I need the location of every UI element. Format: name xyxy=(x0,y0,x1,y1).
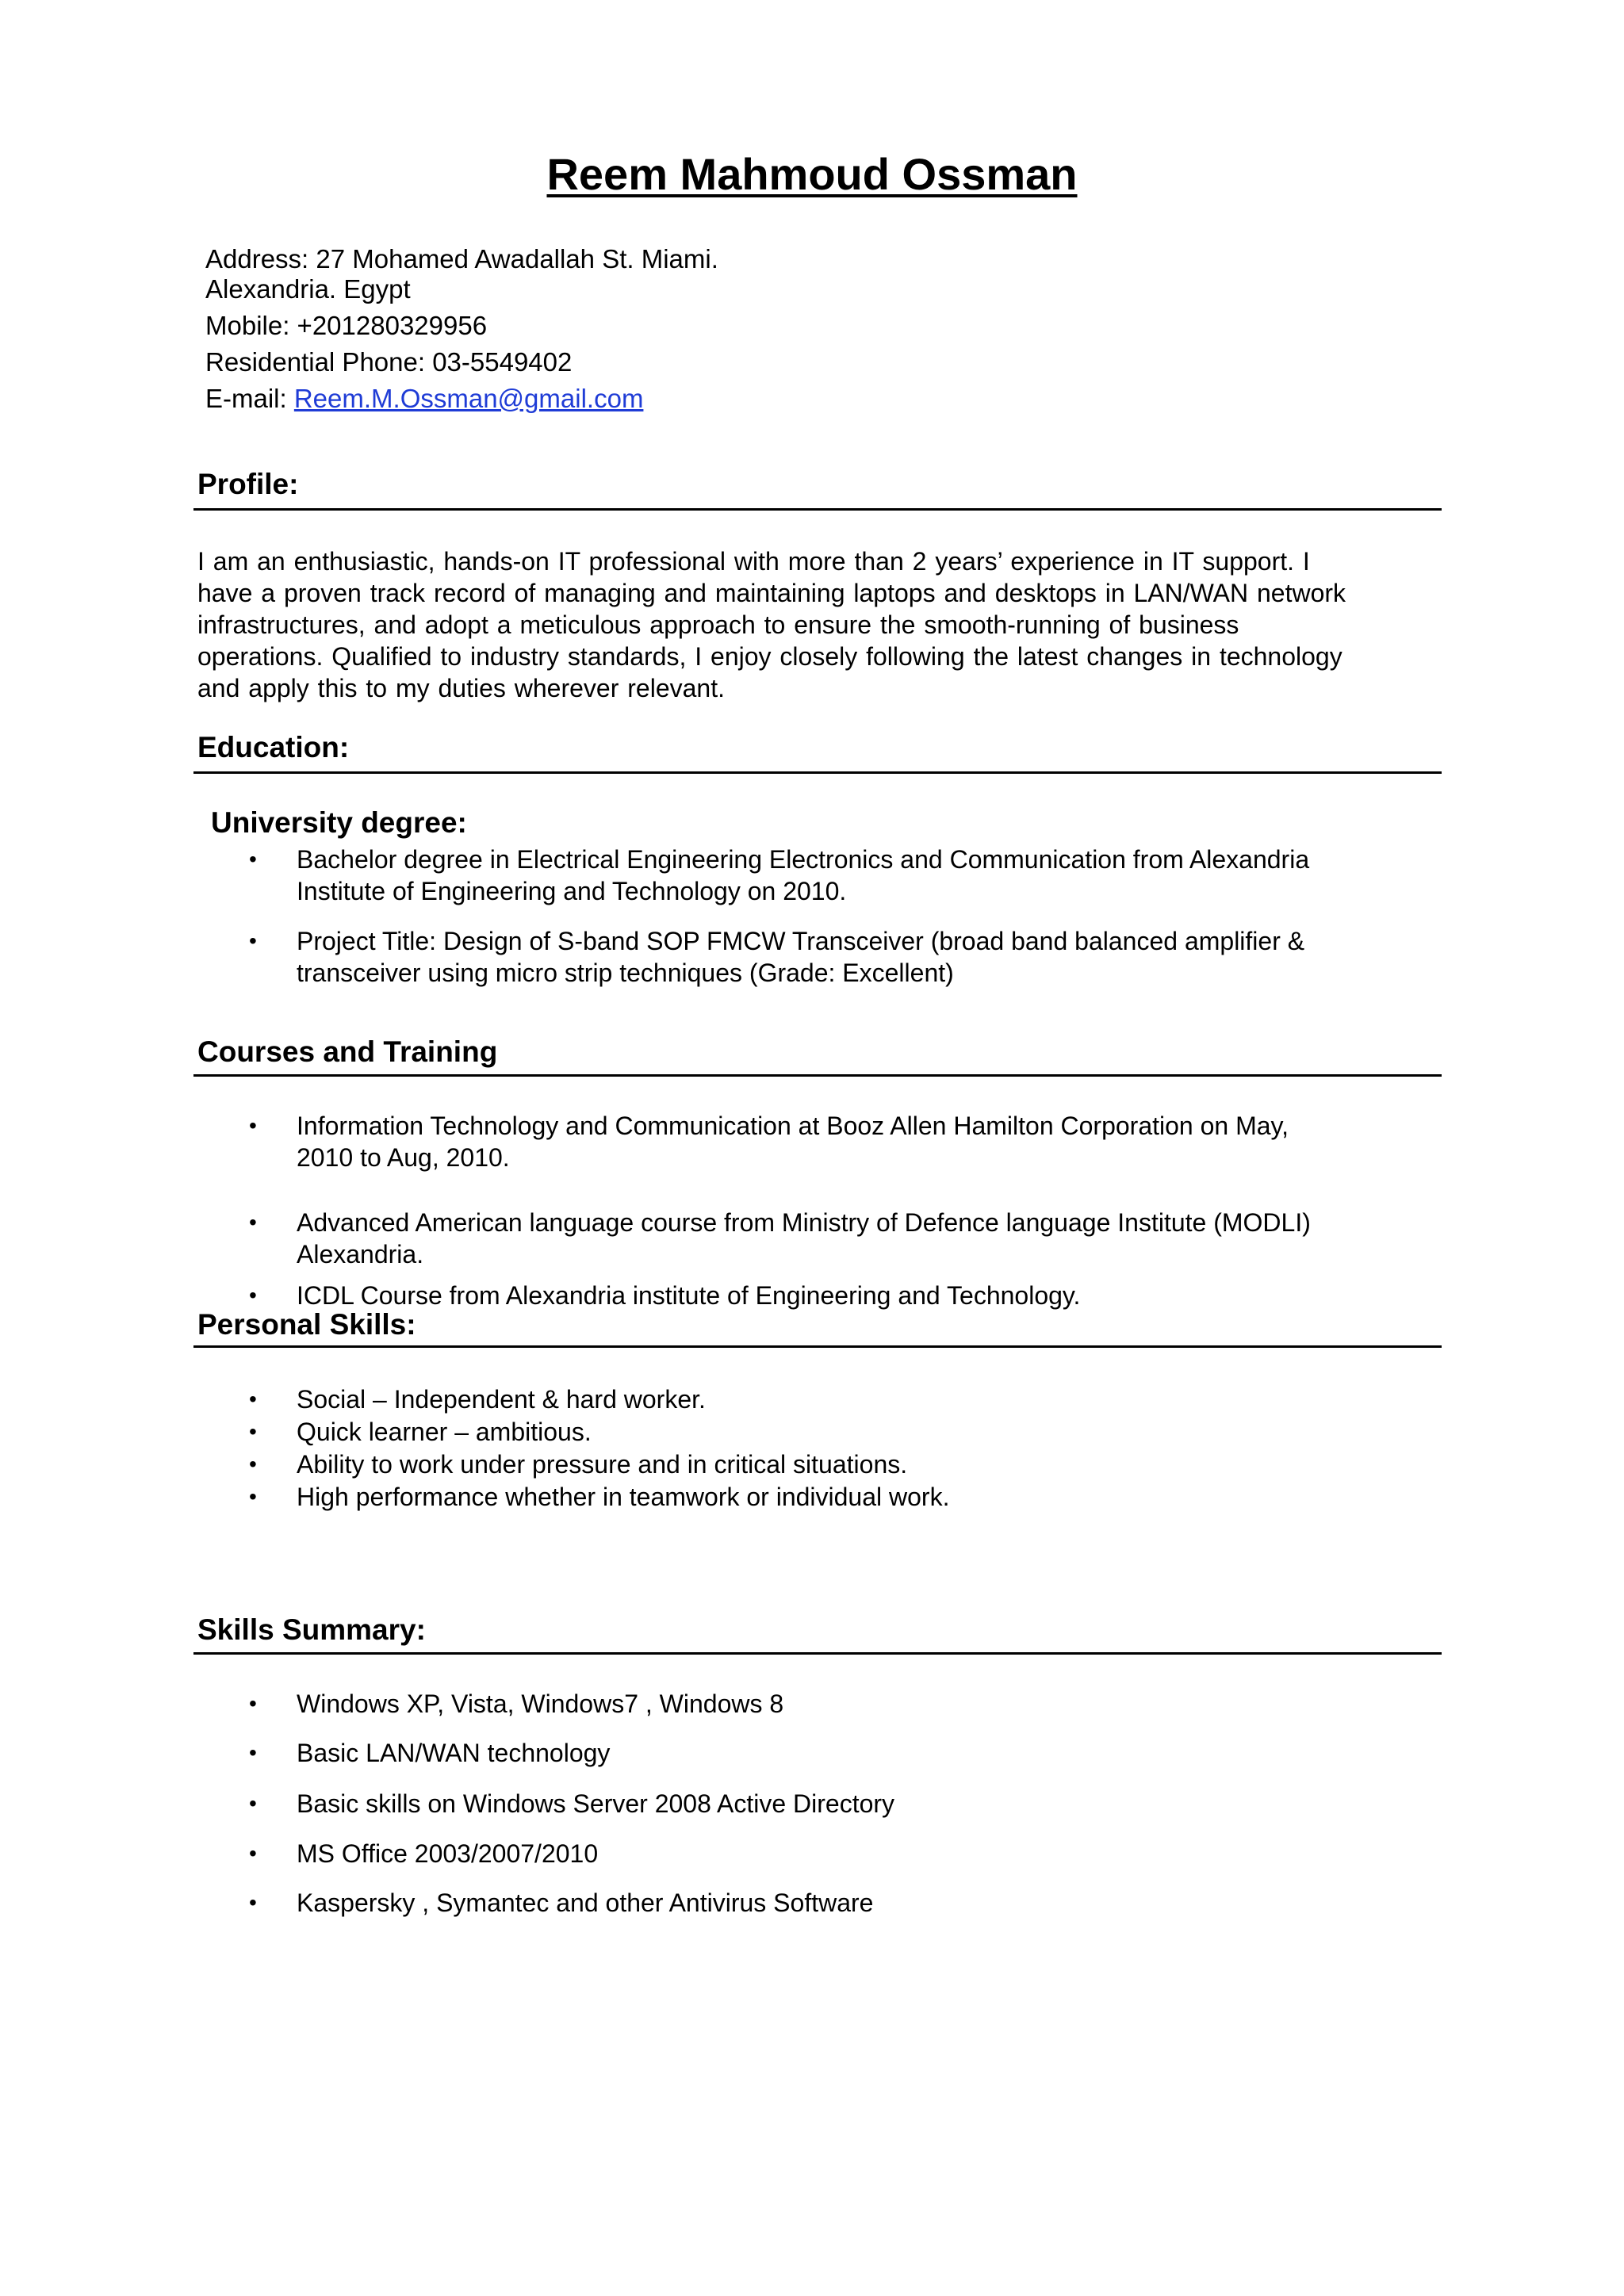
course-item-line: 2010 to Aug, 2010. xyxy=(297,1143,510,1172)
personal-skill: Quick learner – ambitious. xyxy=(297,1418,592,1446)
bullet-icon: • xyxy=(249,1387,257,1411)
profile-heading: Profile: xyxy=(197,468,299,500)
personal-skills-divider xyxy=(193,1345,1442,1348)
bullet-icon: • xyxy=(249,847,257,871)
education-heading: Education: xyxy=(197,731,350,763)
profile-paragraph xyxy=(197,545,1419,704)
personal-skills-heading: Personal Skills: xyxy=(197,1308,416,1341)
bullet-icon: • xyxy=(249,1113,257,1138)
bullet-icon: • xyxy=(249,1890,257,1915)
email-link[interactable]: Reem.M.Ossman@gmail.com xyxy=(293,384,644,413)
profile-divider xyxy=(193,508,1442,511)
education-item-line: Project Title: Design of S-band SOP FMCW Transceiver (broad band balanced amplifier & xyxy=(297,927,1305,955)
mobile-number: Mobile: +201280329956 xyxy=(205,311,488,340)
bullet-icon: • xyxy=(249,1691,257,1716)
personal-skill: High performance whether in teamwork or individual work. xyxy=(297,1483,950,1511)
skills-summary-heading: Skills Summary: xyxy=(197,1613,426,1646)
courses-heading: Courses and Training xyxy=(197,1035,498,1068)
skill-summary-item: Windows XP, Vista, Windows7 , Windows 8 xyxy=(297,1689,784,1718)
personal-skill: Social – Independent & hard worker. xyxy=(297,1385,706,1414)
profile-line: have a proven track record of managing and maintaining laptops and desktops in LAN/WAN network xyxy=(197,579,1346,607)
skills-summary-divider xyxy=(193,1652,1442,1655)
bullet-icon: • xyxy=(249,928,257,953)
email-line xyxy=(205,384,718,414)
profile-line: operations. Qualified to industry standards, I enjoy closely following the latest changes in technology xyxy=(197,642,1342,671)
skill-summary-item: Kaspersky , Symantec and other Antivirus Software xyxy=(297,1888,874,1917)
bullet-icon: • xyxy=(249,1210,257,1234)
bullet-icon: • xyxy=(249,1791,257,1816)
courses-divider xyxy=(193,1074,1442,1077)
profile-line: infrastructures, and adopt a meticulous approach to ensure the smooth-running of business xyxy=(197,610,1239,639)
address-line-2: Alexandria. Egypt xyxy=(205,274,411,304)
education-item-line: Institute of Engineering and Technology on 2010. xyxy=(297,877,847,905)
residential-phone: Residential Phone: 03-5549402 xyxy=(205,347,573,377)
bullet-icon: • xyxy=(249,1283,257,1307)
education-item-line: Bachelor degree in Electrical Engineering Electronics and Communication from Alexandria xyxy=(297,845,1310,874)
candidate-name: Reem Mahmoud Ossman xyxy=(546,149,1078,199)
course-item-line: ICDL Course from Alexandria institute of Engineering and Technology. xyxy=(297,1281,1081,1310)
bullet-icon: • xyxy=(249,1484,257,1509)
profile-line: and apply this to my duties wherever relevant. xyxy=(197,674,725,702)
bullet-icon: • xyxy=(249,1841,257,1866)
university-degree-subheading: University degree: xyxy=(211,806,467,839)
address-line-1: Address: 27 Mohamed Awadallah St. Miami. xyxy=(205,244,718,274)
skill-summary-item: MS Office 2003/2007/2010 xyxy=(297,1839,599,1868)
bullet-icon: • xyxy=(249,1419,257,1444)
skill-summary-item: Basic LAN/WAN technology xyxy=(297,1739,611,1767)
course-item-line: Advanced American language course from Ministry of Defence language Institute (MODLI) xyxy=(297,1208,1311,1237)
education-item-line: transceiver using micro strip techniques (Grade: Excellent) xyxy=(297,959,954,987)
bullet-icon: • xyxy=(249,1452,257,1476)
personal-skill: Ability to work under pressure and in critical situations. xyxy=(297,1450,908,1479)
course-item-line: Information Technology and Communication at Booz Allen Hamilton Corporation on May, xyxy=(297,1112,1289,1140)
education-divider xyxy=(193,771,1442,774)
bullet-icon: • xyxy=(249,1740,257,1765)
skill-summary-item: Basic skills on Windows Server 2008 Active Directory xyxy=(297,1789,895,1818)
email-label: E-mail: xyxy=(205,384,294,413)
contact-block xyxy=(205,244,718,414)
course-item-line: Alexandria. xyxy=(297,1240,424,1269)
profile-line: I am an enthusiastic, hands-on IT professional with more than 2 years’ experience in IT support. I xyxy=(197,547,1310,576)
